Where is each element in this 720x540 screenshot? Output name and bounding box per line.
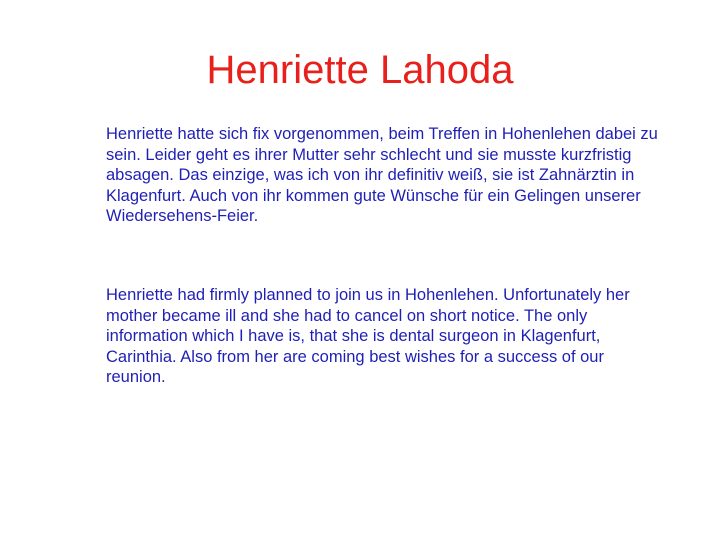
paragraph-english: Henriette had firmly planned to join us in Hohenlehen. Unfortunately her mother became ill and she had to cancel on short notice. The only information which I have is, that she is dental surgeon in Klagenfurt, Carinthia. Also from her are coming best wishes for a success of our reunion. bbox=[106, 286, 630, 387]
slide-title: Henriette Lahoda bbox=[206, 48, 514, 92]
paragraph-german: Henriette hatte sich fix vorgenommen, beim Treffen in Hohenlehen dabei zu sein. Leider geht es ihrer Mutter sehr schlecht und sie musste kurzfristig absagen. Das einzige, was ich von ihr definitiv weiß, sie ist Zahnärztin in Klagenfurt. Auch von ihr kommen gute Wünsche für ein Gelingen unserer Wiedersehens-Feier. bbox=[106, 125, 658, 226]
